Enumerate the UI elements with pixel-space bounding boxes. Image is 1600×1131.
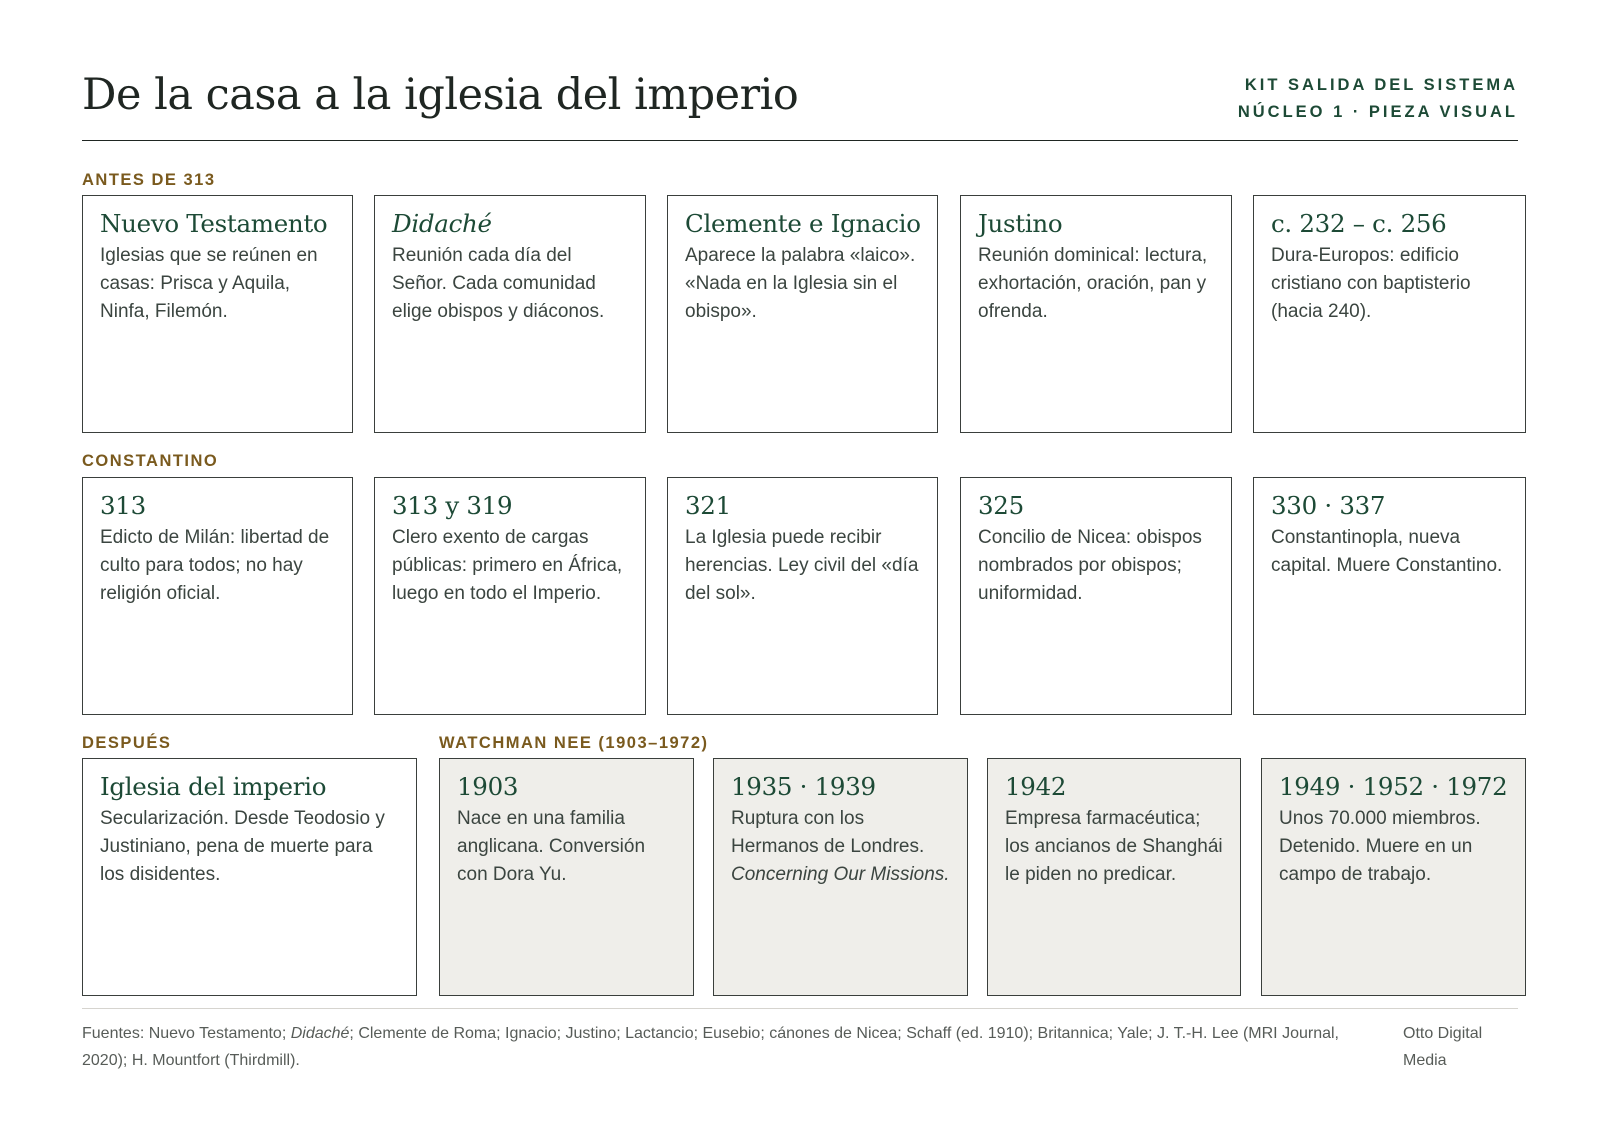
- card-text: Nace en una familia anglicana. Conversión con Dora Yu.: [457, 808, 646, 885]
- section-label-despues: DESPUÉS: [82, 734, 172, 752]
- card-325: [960, 477, 1232, 715]
- section-label-antes: ANTES DE 313: [82, 171, 216, 189]
- card-1949-1972: [1261, 758, 1526, 996]
- sources-italic: Didaché: [290, 1025, 350, 1042]
- card-nuevo-testamento: [82, 195, 353, 433]
- page-title: De la casa a la iglesia del imperio: [82, 70, 799, 120]
- card-text: Empresa farmacéutica; los ancianos de Shanghái le piden no predicar.: [1005, 808, 1223, 885]
- card-text: Edicto de Milán: libertad de culto para todos; no hay religión oficial.: [100, 527, 330, 604]
- sources-prefix: Fuentes: Nuevo Testamento;: [82, 1025, 291, 1042]
- card-title: Didaché: [392, 209, 492, 238]
- card-321: [667, 477, 938, 715]
- card-dura-europos: [1253, 195, 1526, 433]
- card-text: Aparece la palabra «laico». «Nada en la Iglesia sin el obispo».: [685, 245, 916, 322]
- card-text: Reunión dominical: lectura, exhortación, oración, pan y ofrenda.: [978, 245, 1208, 322]
- sources-suffix: ; Clemente de Roma; Ignacio; Justino; Lactancio; Eusebio; cánones de Nicea; Schaff (ed. 1910); Britannica; Yale; J. T.-H. Lee (MRI Journal, 2020); H. Mountfort (Thirdmill).: [82, 1025, 1339, 1069]
- section-label-watchman-nee: WATCHMAN NEE (1903–1972): [439, 734, 709, 752]
- sources-note: [82, 1020, 1382, 1074]
- card-title: c. 232 – c. 256: [1271, 209, 1447, 238]
- card-text: Unos 70.000 miembros. Detenido. Muere en un campo de trabajo.: [1279, 808, 1481, 885]
- card-title: 1935 · 1939: [731, 772, 876, 801]
- footer-rule: [82, 1008, 1518, 1009]
- card-313-319: [374, 477, 646, 715]
- card-didache: [374, 195, 646, 433]
- card-text: La Iglesia puede recibir herencias. Ley civil del «día del sol».: [685, 527, 919, 604]
- card-title: Iglesia del imperio: [100, 772, 327, 801]
- card-text: Reunión cada día del Señor. Cada comunidad elige obispos y diáconos.: [392, 245, 605, 322]
- card-330-337: [1253, 477, 1526, 715]
- card-text-italic: Concerning Our Missions.: [731, 864, 950, 885]
- card-text: Constantinopla, nueva capital. Muere Constantino.: [1271, 527, 1503, 576]
- card-iglesia-del-imperio: [82, 758, 417, 996]
- card-title: 1903: [457, 772, 519, 801]
- card-text: [731, 805, 951, 889]
- header-rule: [82, 140, 1518, 141]
- card-1935-1939: [713, 758, 968, 996]
- card-title: 325: [978, 491, 1024, 520]
- card-title: 1942: [1005, 772, 1067, 801]
- card-text: Concilio de Nicea: obispos nombrados por obispos; uniformidad.: [978, 527, 1202, 604]
- card-text: Secularización. Desde Teodosio y Justiniano, pena de muerte para los disidentes.: [100, 808, 385, 885]
- card-title: 313: [100, 491, 146, 520]
- card-title: Nuevo Testamento: [100, 209, 328, 238]
- section-label-constantino: CONSTANTINO: [82, 452, 219, 470]
- card-title: 313 y 319: [392, 491, 513, 520]
- card-clemente-ignacio: [667, 195, 938, 433]
- card-1942: [987, 758, 1241, 996]
- card-text: Clero exento de cargas públicas: primero en África, luego en todo el Imperio.: [392, 527, 623, 604]
- card-title: Justino: [978, 209, 1063, 238]
- kicker-line-1: KIT SALIDA DEL SISTEMA: [1244, 76, 1518, 94]
- credit: Otto Digital Media: [1403, 1025, 1483, 1069]
- card-justino: [960, 195, 1232, 433]
- kicker-line-2: NÚCLEO 1 · PIEZA VISUAL: [1237, 103, 1518, 121]
- card-title: Clemente e Ignacio: [685, 209, 921, 238]
- card-title: 1949 · 1952 · 1972: [1279, 772, 1508, 801]
- card-1903: [439, 758, 694, 996]
- card-title: 321: [685, 491, 731, 520]
- card-title: 330 · 337: [1271, 491, 1386, 520]
- card-313: [82, 477, 353, 715]
- kicker: [1238, 72, 1518, 126]
- card-text-plain: Ruptura con los Hermanos de Londres.: [731, 808, 925, 857]
- card-text: Iglesias que se reúnen en casas: Prisca y Aquila, Ninfa, Filemón.: [100, 245, 318, 322]
- card-text: Dura-Europos: edificio cristiano con baptisterio (hacia 240).: [1271, 245, 1471, 322]
